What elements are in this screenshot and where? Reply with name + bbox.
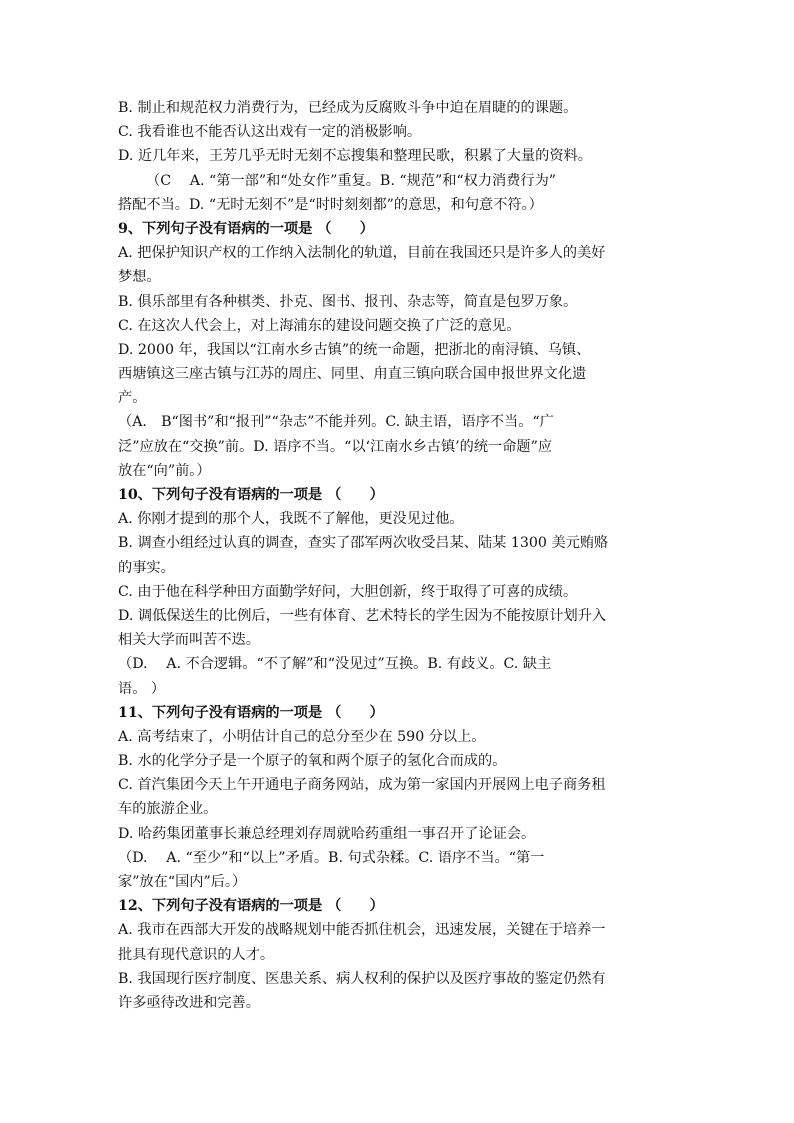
option-line: D. 近几年来，王芳几乎无时无刻不忘搜集和整理民歌，积累了大量的资料。 <box>118 148 592 165</box>
answer-explanation-line: 放在“向”前。） <box>118 462 211 479</box>
option-line: D. 调低保送生的比例后，一些有体育、艺术特长的学生因为不能按原计划升入 <box>118 607 607 624</box>
answer-explanation-line: 泛”应放在“交换”前。D. 语序不当。“以‘江南水乡古镇’的统一命题”应 <box>118 438 553 455</box>
answer-explanation-line: （D. A. “至少”和“以上”矛盾。B. 句式杂糅。C. 语序不当。“第一 <box>118 849 545 866</box>
option-line: D. 2000 年，我国以“江南水乡古镇”的统一命题，把浙北的南浔镇、乌镇、 <box>118 341 591 358</box>
answer-explanation-line: 搭配不当。D. “无时无刻不”是“时时刻刻都”的意思，和句意不符。） <box>118 196 543 213</box>
option-line: A. 高考结束了，小明估计自己的总分至少在 590 分以上。 <box>118 728 486 745</box>
option-line: C. 在这次人代会上，对上海浦东的建设问题交换了广泛的意见。 <box>118 317 521 334</box>
answer-explanation-line: （D. A. 不合逻辑。“不了解”和“没见过”互换。B. 有歧义。C. 缺主 <box>118 656 552 673</box>
option-line: 批具有现代意识的人才。 <box>118 946 275 963</box>
option-line: 梦想。 <box>118 269 161 286</box>
option-line: 西塘镇这三座古镇与江苏的周庄、同里、甪直三镇向联合国申报世界文化遗 <box>118 366 587 383</box>
option-line: B. 调查小组经过认真的调查，查实了邵军两次收受吕某、陆某 1300 美元贿赂 <box>118 535 609 552</box>
answer-explanation-line: （A. B“图书”和“报刊”“杂志”不能并列。C. 缺主语，语序不当。“广 <box>118 414 554 431</box>
answer-explanation-line: 语。 ） <box>118 680 166 697</box>
question-title: 10、下列句子没有语病的一项是 （ ） <box>118 487 384 503</box>
option-line: B. 俱乐部里有各种棋类、扑克、图书、报刊、杂志等，简直是包罗万象。 <box>118 293 578 310</box>
option-line: B. 我国现行医疗制度、医患关系、病人权利的保护以及医疗事故的鉴定仍然有 <box>118 970 606 987</box>
option-line: 产。 <box>118 390 147 407</box>
option-line: C. 由于他在科学种田方面勤学好问，大胆创新，终于取得了可喜的成绩。 <box>118 583 578 600</box>
document-body <box>118 96 678 1015</box>
option-line: A. 把保护知识产权的工作纳入法制化的轨道，目前在我国还只是许多人的美好 <box>118 245 606 262</box>
answer-explanation-line: （C A. “第一部”和“处女作”重复。B. “规范”和“权力消费行为” <box>146 172 557 189</box>
answer-explanation-line: 家”放在“国内”后。） <box>118 874 247 890</box>
option-line: A. 我市在西部大开发的战略规划中能否抓住机会，迅速发展，关键在于培养一 <box>118 922 606 939</box>
option-line: 相关大学而叫苦不迭。 <box>118 632 260 649</box>
question-title: 12、下列句子没有语病的一项是 （ ） <box>118 898 384 915</box>
option-line: 许多亟待改进和完善。 <box>118 994 260 1011</box>
question-title: 9、下列句子没有语病的一项是 （ ） <box>118 220 374 237</box>
option-line: B. 水的化学分子是一个原子的氧和两个原子的氢化合而成的。 <box>118 753 507 770</box>
question-title: 11、下列句子没有语病的一项是 （ ） <box>118 704 384 721</box>
option-line: C. 首汽集团今天上午开通电子商务网站，成为第一家国内开展网上电子商务租 <box>118 777 606 794</box>
option-line: 的事实。 <box>118 559 175 576</box>
option-line: C. 我看谁也不能否认这出戏有一定的消极影响。 <box>118 124 422 141</box>
option-line: D. 哈药集团董事长兼总经理刘存周就哈药重组一事召开了论证会。 <box>118 825 536 842</box>
option-line: B. 制止和规范权力消费行为，已经成为反腐败斗争中迫在眉睫的的课题。 <box>118 100 578 116</box>
option-line: A. 你刚才提到的那个人，我既不了解他，更没见过他。 <box>118 511 464 528</box>
option-line: 车的旅游企业。 <box>118 801 218 818</box>
